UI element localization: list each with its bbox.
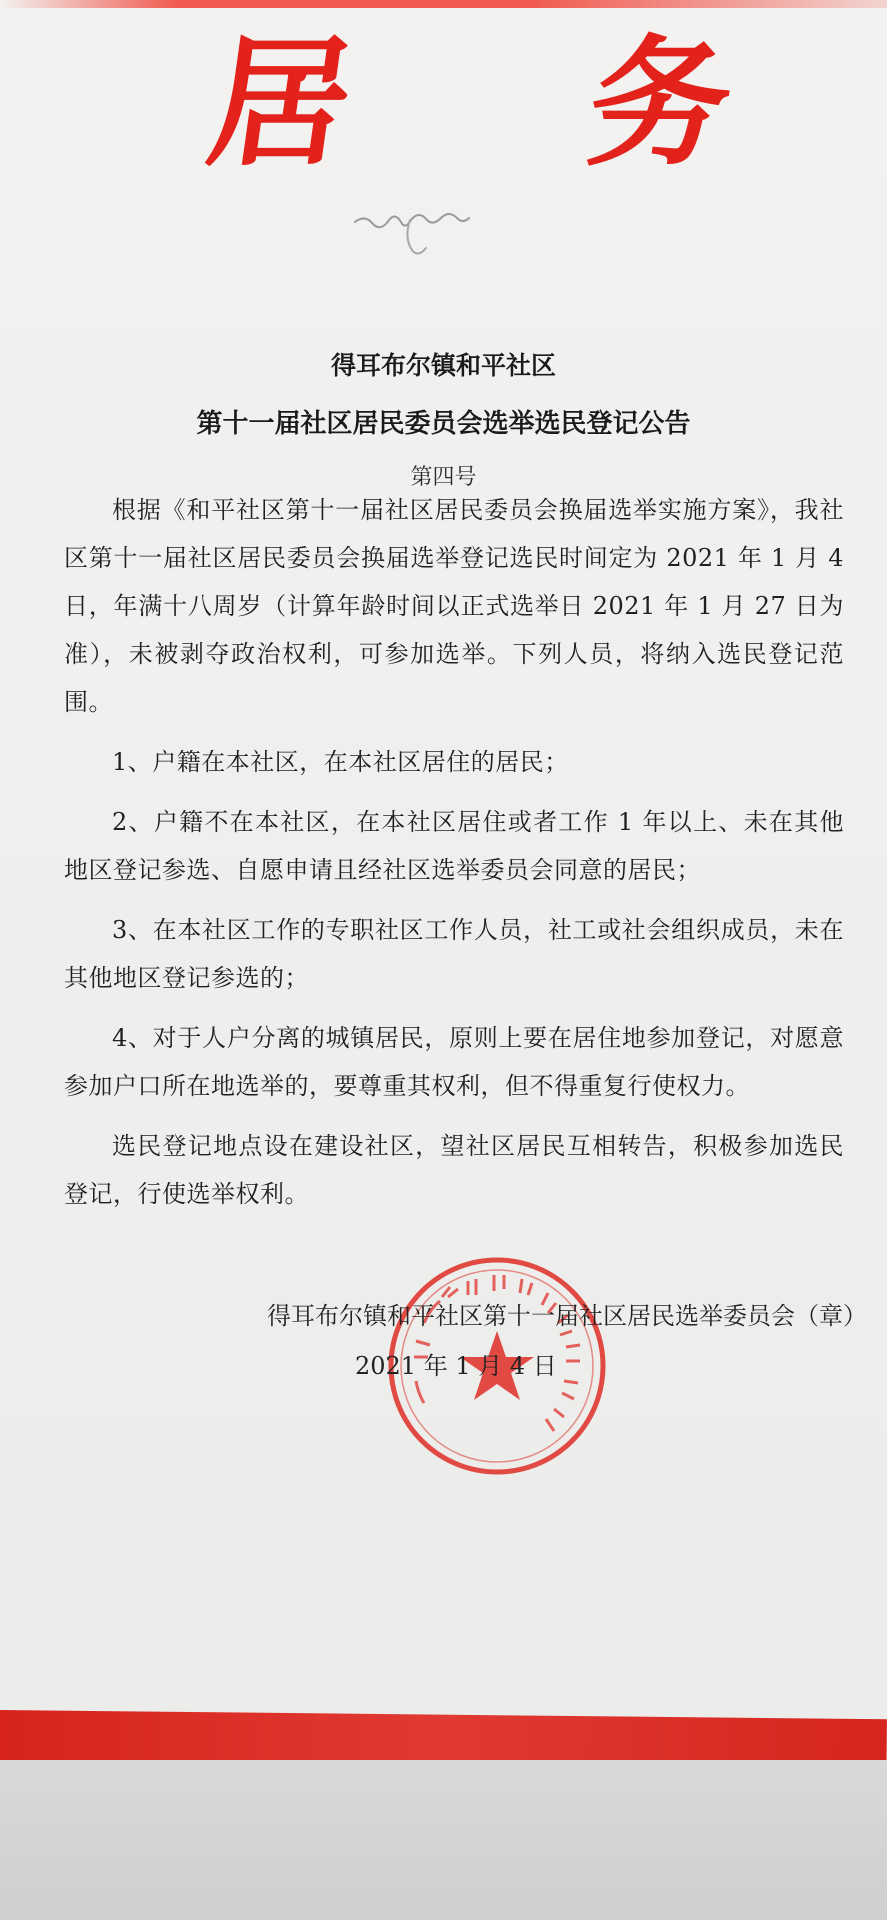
sign-date: 2021 年 1 月 4 日	[355, 1352, 557, 1380]
bottom-surface	[0, 1760, 887, 1920]
paragraph-item-1: 1、户籍在本社区，在本社区居住的居民；	[112, 748, 569, 776]
signer: 得耳布尔镇和平社区第十一届社区居民选举委员会（章）	[267, 1302, 867, 1330]
paragraph-item-3: 3、在本社区工作的专职社区工作人员，社工或社会组织成员，未在其他地区登记参选的；	[64, 916, 844, 992]
masthead-char-1: 居	[198, 23, 362, 186]
masthead	[198, 23, 742, 186]
paragraph-item-4: 4、对于人户分离的城镇居民，原则上要在居住地参加登记，对愿意参加户口所在地选举的，要尊重其权利，但不得重复行使权力。	[64, 1024, 844, 1100]
notice-title-line1: 得耳布尔镇和平社区	[330, 351, 556, 380]
paragraph-item-2: 2、户籍不在本社区，在本社区居住或者工作 1 年以上、未在其他地区登记参选、自愿申请且经社区选举委员会同意的居民；	[64, 808, 844, 884]
handwritten-mark	[350, 200, 500, 260]
notice-number: 第四号	[410, 465, 477, 490]
paragraph-intro: 根据《和平社区第十一届社区居民委员会换届选举实施方案》，我社区第十一届社区居民委员会换届选举登记选民时间定为 2021 年 1 月 4 日，年满十八周岁（计算年龄时间以正式选举日 2021 年 1 月 27 日为准），未被剥夺政治权利，可参加选举。下列人员，将纳入选民登记范围。	[64, 496, 844, 716]
notice-title-line2: 第十一届社区居民委员会选举选民登记公告	[196, 409, 691, 439]
notice-body	[64, 486, 844, 1230]
top-red-line	[0, 0, 887, 8]
paragraph-closing: 选民登记地点设在建设社区，望社区居民互相转告，积极参加选民登记，行使选举权利。	[64, 1132, 844, 1208]
masthead-char-2: 务	[578, 23, 742, 186]
